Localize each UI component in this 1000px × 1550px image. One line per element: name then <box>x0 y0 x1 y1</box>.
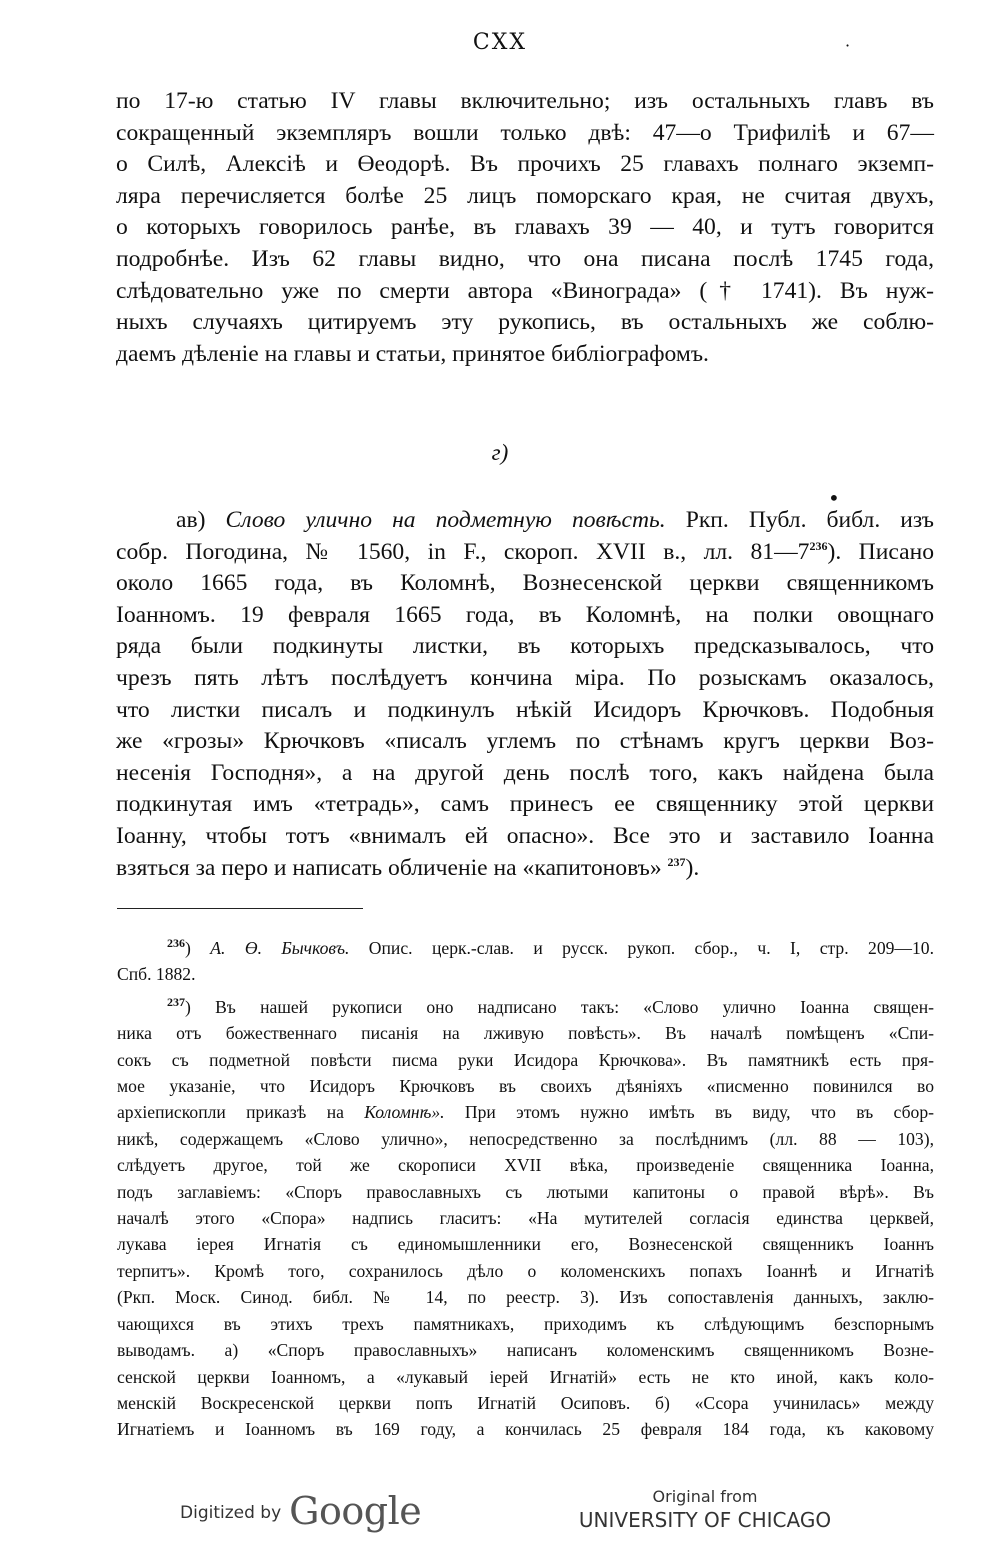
footnote-mark: 236 <box>167 936 185 951</box>
text-line: ника отъ божественнаго писанія на лживую повѣсть». Въ началѣ помѣщенъ «Спи- <box>117 1023 934 1044</box>
text-line: менскій Воскресенской церкви попъ Игнатій Осиповъ. б) «Ссора учинилась» между <box>117 1392 934 1413</box>
text-span: ). Писано <box>827 538 934 565</box>
text-line: о Силѣ, Алексіѣ и Өеодорѣ. Въ прочихъ 25 главахъ полнаго экземп- <box>116 151 934 178</box>
text-line: ляра перечисляется болѣе 25 лицъ поморскаго края, не считая двухъ, <box>116 182 934 209</box>
text-line: даемъ дѣленіе на главы и статьи, принятое библіографомъ. <box>116 340 709 367</box>
google-logo: Google <box>289 1489 422 1533</box>
text-span: ) Въ нашей рукописи оно надписано такъ: «Слово улично Іоанна священ- <box>185 996 934 1017</box>
intro-paragraph <box>116 86 934 370</box>
text-line: Іоанномъ. 19 февраля 1665 года, въ Коломнѣ, на полки овощнаго <box>116 601 934 628</box>
section-letter: г) <box>491 440 509 465</box>
text-line: чрезъ пять лѣтъ послѣдуетъ кончина міра. По розыскамъ оказалось, <box>116 664 934 691</box>
text-span: При этомъ нужно имѣть въ виду, что въ сбор- <box>444 1102 934 1123</box>
text-line: чающихся въ этихъ трехъ памятникахъ, приходимъ къ слѣдующимъ безспорнымъ <box>117 1313 934 1334</box>
page-number: CXX <box>472 30 528 55</box>
text-line: ныхъ случаяхъ цитируемъ эту рукопись, въ остальныхъ же соблю- <box>116 309 934 336</box>
text-line: сенской церкви Іоанномъ, а «лукавый іерей Игнатій» есть не кто иной, какъ коло- <box>117 1366 934 1387</box>
stray-mark: · <box>845 36 851 55</box>
main-paragraph <box>116 505 934 884</box>
footnote-ref[interactable]: 237 <box>667 854 686 869</box>
text-line: Спб. 1882. <box>117 964 196 985</box>
text-span: Ркп. Публ. библ. изъ <box>665 507 935 533</box>
text-line: подробнѣе. Изъ 62 главы видно, что она писана послѣ 1745 года, <box>116 245 934 272</box>
text-line: подъ заглавіемъ: «Споръ православныхъ съ лютыми капитоны о правой вѣрѣ». Въ <box>117 1181 934 1202</box>
text-line: Игнатіемъ и Іоанномъ въ 169 году, а кончилась 25 февраля 184 года, къ каковому <box>117 1419 934 1440</box>
footnote-236: $^{236}$) А. Ө. Бычковъ. Опис. церк.-слав. и русск. рукоп. сбор., ч. I, стр. 209—10. <box>167 936 934 958</box>
text-line: по 17-ю статью IV главы включительно; изъ остальныхъ главъ въ <box>116 88 934 114</box>
text-line <box>117 1099 934 1125</box>
text-line: мое указаніе, что Исидоръ Крючковъ въ своихъ дѣяніяхъ «писменно повинился во <box>117 1076 934 1097</box>
text-line: выводамъ. а) «Споръ православныхъ» написанъ коломенскимъ священникомъ Возне- <box>117 1340 934 1361</box>
text-line: сокъ съ подметной повѣсти писма руки Исидора Крючкова». Въ памятникѣ есть пря- <box>117 1049 934 1070</box>
original-from-label: Original from <box>652 1487 758 1506</box>
text-span: Опис. церк.-слав. и русск. рукоп. сбор., ч. I, стр. 209—10. <box>349 938 934 958</box>
text-line: же «грозы» Крючковъ «писалъ углемъ по стѣнамъ кругъ церкви Воз- <box>116 728 934 755</box>
text-line: Іоанну, чтобы тотъ «внималъ ей опасно». Все это и заставило Іоанна <box>116 822 934 849</box>
text-line <box>116 537 934 569</box>
footnote-author: А. Ө. Бычковъ. <box>210 938 350 958</box>
work-title: Слово улично на подметную повѣсть. <box>225 507 666 533</box>
footnotes <box>117 935 934 1443</box>
text-line: терпитъ». Кромѣ того, сохранилось дѣло о коломенскихъ попахъ Іоаннѣ и Игнатіѣ <box>117 1260 934 1281</box>
text-line: о которыхъ говорилось ранѣе, въ главахъ 39 — 40, и тутъ говорится <box>116 214 934 241</box>
text-span: собр. Погодина, № 1560, in F., скороп. XVII в., лл. 81—7 <box>116 538 810 565</box>
italic-place: Коломнѣ». <box>364 1102 445 1123</box>
text-line: слѣдовательно уже по смерти автора «Винограда» († 1741). Въ нуж- <box>116 277 934 304</box>
original-source <box>560 1487 850 1532</box>
text-line: ряда были подкинуты листки, въ которыхъ предсказывалось, что <box>116 633 934 660</box>
stray-mark: • <box>828 486 840 510</box>
text-span: взяться за перо и написать обличеніе на «капитоновъ» <box>116 854 662 881</box>
text-line <box>116 853 934 885</box>
text-line: (Ркп. Моск. Синод. библ. № 14, по реестр. 3). Изъ сопоставленія данныхъ, заклю- <box>117 1287 934 1308</box>
text-line: никѣ, содержащемъ «Слово улично», непосредственно за послѣднимъ (лл. 88 — 103), <box>117 1128 934 1149</box>
google-digitization-mark <box>180 1483 421 1533</box>
text-line: лукава іерея Игнатія съ единомышленники его, Вознесенской священникъ Іоаннъ <box>117 1234 934 1255</box>
text-line: слѣдуетъ другое, той же скорописи XVII вѣка, произведеніе священника Іоанна, <box>117 1155 934 1176</box>
footnote-rule <box>117 908 363 909</box>
institution-name: UNIVERSITY OF CHICAGO <box>578 1508 832 1532</box>
text-line <box>116 505 934 537</box>
footnote-ref[interactable]: 236 <box>809 538 828 553</box>
text-line: началѣ этого «Спора» надпись гласитъ: «На мутителей согласія единства церквей, <box>117 1208 934 1229</box>
digitized-by-label: Digitized by <box>180 1503 282 1523</box>
text-line: несенія Господня», а на другой день послѣ того, какъ найдена была <box>116 759 934 786</box>
text-line: около 1665 года, въ Коломнѣ, Вознесенской церкви священникомъ <box>116 570 934 597</box>
text-line: сокращенный экземпляръ вошли только двѣ: 47—о Трифиліѣ и 67— <box>116 119 934 146</box>
footnote-237 <box>117 994 934 1020</box>
text-span: архіепископли приказѣ на <box>117 1102 365 1123</box>
text-span: ). <box>685 854 700 881</box>
footnote-mark: 237 <box>167 994 185 1009</box>
text-line: что листки писалъ и подкинулъ нѣкій Исидоръ Крючковъ. Подобныя <box>116 696 934 723</box>
item-prefix: ав) <box>176 507 226 533</box>
text-line: подкинутая имъ «тетрадь», самъ принесъ ее священнику этой церкви <box>116 791 934 818</box>
